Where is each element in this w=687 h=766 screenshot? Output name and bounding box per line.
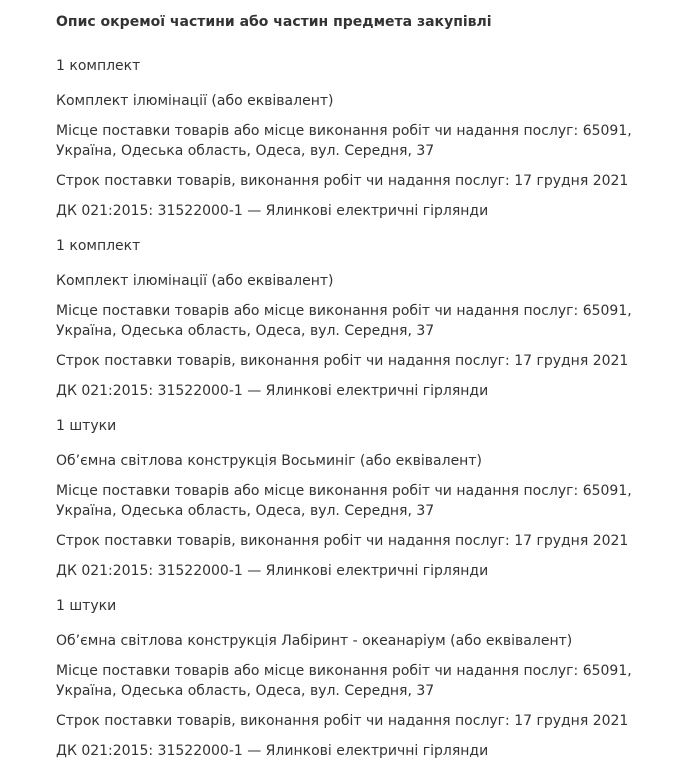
lot-classification-code: ДК 021:2015: 31522000-1 — Ялинкові електричні гірлянди (56, 383, 489, 399)
lot-classification-code: ДК 021:2015: 31522000-1 — Ялинкові електричні гірлянди (56, 203, 489, 219)
lot-quantity: 1 комплект (56, 58, 141, 74)
lot-name: Комплект ілюмінації (або еквівалент) (56, 273, 334, 289)
lot-item (56, 236, 687, 401)
lot-name: Об’ємна світлова конструкція Восьминіг (або еквівалент) (56, 453, 482, 469)
lot-delivery-deadline: Строк поставки товарів, виконання робіт чи надання послуг: 17 грудня 2021 (56, 533, 629, 549)
lot-name: Об’ємна світлова конструкція Лабіринт - океанаріум (або еквівалент) (56, 633, 573, 649)
lot-delivery-place: Місце поставки товарів або місце виконання робіт чи надання послуг: 65091, Україна, Одеська область, Одеса, вул. Середня, 37 (56, 123, 632, 159)
lot-delivery-place: Місце поставки товарів або місце виконання робіт чи надання послуг: 65091, Україна, Одеська область, Одеса, вул. Середня, 37 (56, 483, 632, 519)
lot-classification-code: ДК 021:2015: 31522000-1 — Ялинкові електричні гірлянди (56, 563, 489, 579)
lot-quantity: 1 штуки (56, 598, 117, 614)
lot-item (56, 56, 687, 221)
lot-delivery-place: Місце поставки товарів або місце виконання робіт чи надання послуг: 65091, Україна, Одеська область, Одеса, вул. Середня, 37 (56, 663, 632, 699)
lot-delivery-deadline: Строк поставки товарів, виконання робіт чи надання послуг: 17 грудня 2021 (56, 713, 629, 729)
lot-delivery-place: Місце поставки товарів або місце виконання робіт чи надання послуг: 65091, Україна, Одеська область, Одеса, вул. Середня, 37 (56, 303, 632, 339)
lot-item (56, 596, 687, 761)
lot-delivery-deadline: Строк поставки товарів, виконання робіт чи надання послуг: 17 грудня 2021 (56, 173, 629, 189)
lot-quantity: 1 штуки (56, 418, 117, 434)
lot-name: Комплект ілюмінації (або еквівалент) (56, 93, 334, 109)
lot-quantity: 1 комплект (56, 238, 141, 254)
lot-delivery-deadline: Строк поставки товарів, виконання робіт чи надання послуг: 17 грудня 2021 (56, 353, 629, 369)
section-heading: Опис окремої частини або частин предмета закупівлі (56, 14, 492, 30)
lot-item (56, 416, 687, 581)
lot-classification-code: ДК 021:2015: 31522000-1 — Ялинкові електричні гірлянди (56, 743, 489, 759)
